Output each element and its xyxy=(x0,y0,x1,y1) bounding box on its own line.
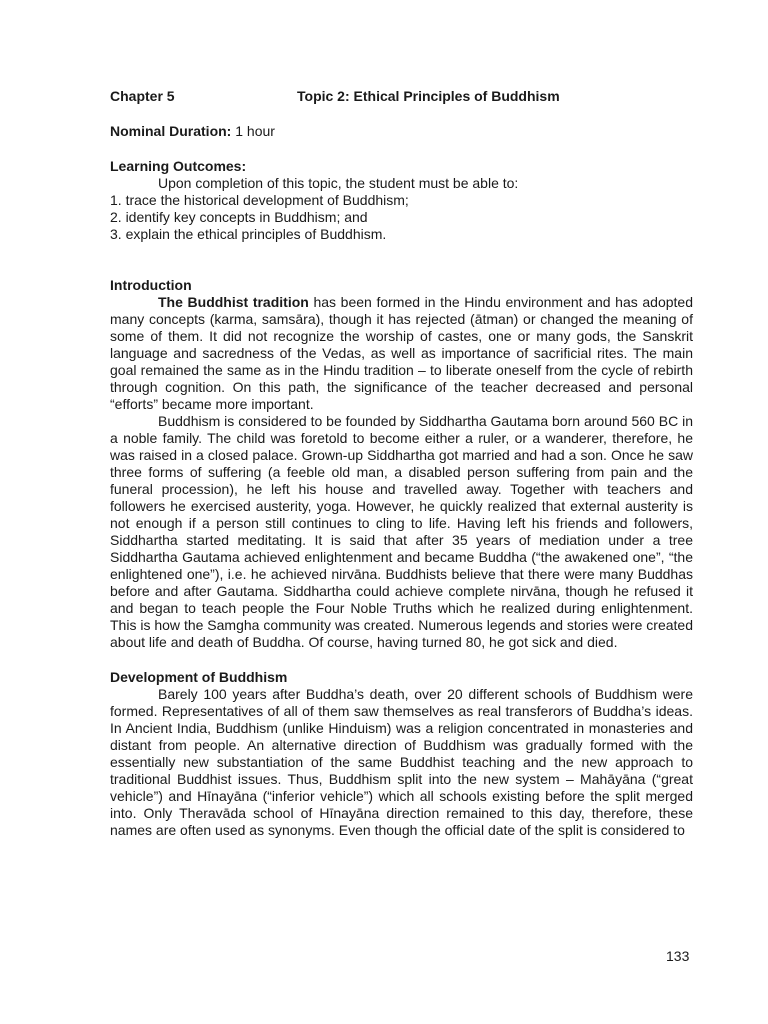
development-heading: Development of Buddhism xyxy=(110,669,288,685)
paragraph-lead: The Buddhist tradition xyxy=(158,294,309,310)
list-item: 3. explain the ethical principles of Buddhism. xyxy=(110,226,387,242)
outcomes-intro: Upon completion of this topic, the student must be able to: xyxy=(158,175,519,191)
introduction-heading: Introduction xyxy=(110,277,192,293)
topic-title: Topic 2: Ethical Principles of Buddhism xyxy=(297,88,560,104)
paragraph-text: has been formed in the Hindu environment and has adopted many concepts (karma, samsāra), though it has rejected (ātman) or changed the meaning of some of them. It did not recognize the worship of castes, one or many gods, the Sanskrit language and sacredness of the Vedas, as well as importance of sacrificial rites. The main goal remained the same as in the Hindu tradition – to liberate oneself from the cycle of rebirth through cognition. On this path, the significance of the teacher decreased and personal “efforts” became more important. xyxy=(110,294,693,412)
page-number: 133 xyxy=(666,948,690,964)
duration-label: Nominal Duration: xyxy=(110,123,232,139)
outcomes-heading: Learning Outcomes: xyxy=(110,158,247,174)
document-page xyxy=(110,88,693,839)
list-item: 1. trace the historical development of Buddhism; xyxy=(110,192,409,208)
development-paragraph-1: Barely 100 years after Buddha’s death, over 20 different schools of Buddhism were formed. Representatives of all of them saw themselves as real transferors of Buddha’s ideas. In Ancient India, Buddhism (unlike Hinduism) was a religion concentrated in monasteries and distant from people. An alternative direction of Buddhism was gradually formed with the essentially new substantiation of the same Buddhist teaching and the new approach to traditional Buddhist issues. Thus, Buddhism split into the new system – Mahāyāna (“great vehicle”) and Hīnayāna (“inferior vehicle”) which all schools existing before the split merged into. Only Theravāda school of Hīnayāna direction remained to this day, therefore, these names are often used as synonyms. Even though the official date of the split is considered to xyxy=(110,686,693,838)
list-item: 2. identify key concepts in Buddhism; and xyxy=(110,209,368,225)
learning-outcomes xyxy=(110,158,693,243)
introduction-paragraph-2: Buddhism is considered to be founded by Siddhartha Gautama born around 560 BC in a noble family. The child was foretold to become either a ruler, or a wanderer, therefore, he was raised in a closed palace. Grown-up Siddhartha got married and had a son. Once he saw three forms of suffering (a feeble old man, a disabled person suffering from pain and the funeral procession), he left his house and travelled away. Together with teachers and followers he exercised austerity, yoga. However, he quickly realized that external austerity is not enough if a person still continues to cling to life. Having left his friends and followers, Siddhartha started meditating. It is said that after 35 years of mediation under a tree Siddhartha Gautama achieved enlightenment and became Buddha (“the awakened one”, “the enlightened one”), i.e. he achieved nirvāna. Buddhists believe that there were many Buddhas before and after Gautama. Siddhartha could achieve complete nirvāna, though he refused it and began to teach people the Four Noble Truths which he realized during enlightenment. This is how the Samgha community was created. Numerous legends and stories were created about life and death of Buddha. Of course, having turned 80, he got sick and died. xyxy=(110,413,693,650)
duration-value: 1 hour xyxy=(231,123,275,139)
nominal-duration xyxy=(110,123,693,140)
introduction-paragraph-1 xyxy=(110,294,693,413)
chapter-label: Chapter 5 xyxy=(110,88,175,104)
outcomes-list xyxy=(110,192,693,243)
development-section xyxy=(110,669,693,839)
introduction-section xyxy=(110,277,693,651)
chapter-header xyxy=(110,88,693,105)
